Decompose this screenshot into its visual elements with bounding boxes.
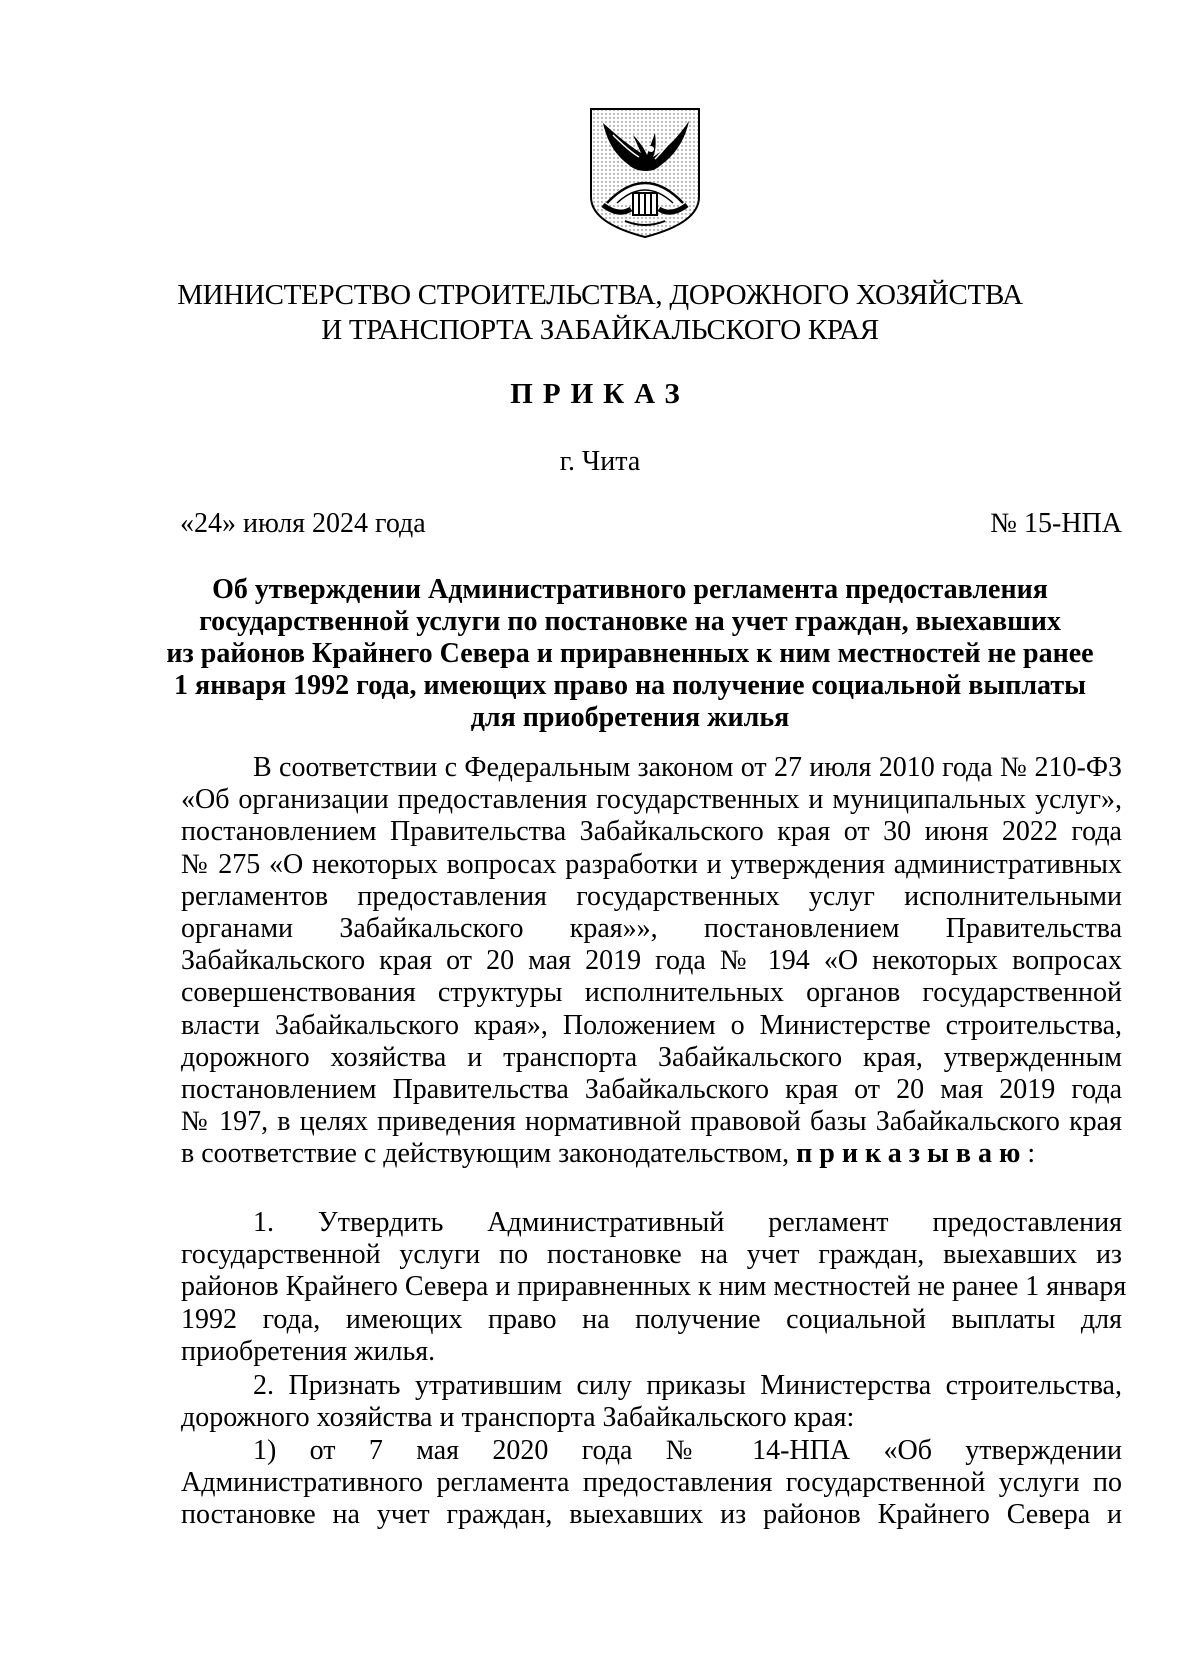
text-line: регламентов предоставления государственных услуг исполнительными — [181, 880, 1122, 912]
text-line: постановке на учет граждан, выехавших из районов Крайнего Севера и — [181, 1499, 1122, 1531]
colon: : — [1027, 1138, 1036, 1170]
text-line: власти Забайкальского края», Положением о Министерстве строительства, — [181, 1009, 1122, 1041]
text-line: постановлением Правительства Забайкальского края от 20 мая 2019 года — [181, 1073, 1122, 1105]
title-line: Об утверждении Административного регламента предоставления — [212, 574, 1048, 605]
text-line: органами Забайкальского края»», постановлением Правительства — [181, 912, 1122, 944]
order-title — [150, 574, 1110, 734]
text-line: Административного регламента предоставления государственной услуги по — [181, 1467, 1122, 1499]
preamble-paragraph — [181, 752, 1122, 1170]
order-heading: ПРИКАЗ — [510, 378, 690, 410]
text-line: дорожного хозяйства и транспорта Забайкальского края: — [181, 1402, 855, 1434]
item-2-paragraph — [181, 1370, 1122, 1434]
title-line: 1 января 1992 года, имеющих право на получение социальной выплаты — [174, 670, 1086, 701]
ministry-line-1: МИНИСТЕРСТВО СТРОИТЕЛЬСТВА, ДОРОЖНОГО ХОЗЯЙСТВА — [177, 279, 1023, 311]
text-line: 1992 года, имеющих право на получение социальной выплаты для — [181, 1303, 1122, 1335]
preamble-last-text: в соответствие с действующим законодательством, — [181, 1138, 790, 1170]
text-line: приобретения жилья. — [181, 1335, 436, 1367]
text-line: районов Крайнего Севера и приравненных к ним местностей не ранее 1 января — [181, 1271, 1127, 1303]
order-verb: приказываю — [796, 1138, 1028, 1170]
title-line: из районов Крайнего Севера и приравненных к ним местностей не ранее — [166, 638, 1094, 669]
item-1-paragraph — [181, 1207, 1127, 1368]
text-line: 2. Признать утратившим силу приказы Министерства строительства, — [253, 1370, 1122, 1401]
text-line: совершенствования структуры исполнительных органов государственной — [181, 977, 1122, 1009]
text-line: государственной услуги по постановке на учет граждан, выехавших из — [181, 1239, 1122, 1271]
order-city: г. Чита — [559, 446, 641, 477]
text-line: В соответствии с Федеральным законом от 27 июля 2010 года № 210-ФЗ — [253, 752, 1122, 783]
text-line — [181, 1138, 1122, 1170]
coat-of-arms-emblem — [585, 105, 705, 240]
title-line: для приобретения жилья — [470, 702, 790, 733]
text-line: № 197, в целях приведения нормативной правовой базы Забайкальского края — [181, 1106, 1122, 1138]
text-line: «Об организации предоставления государственных и муниципальных услуг», — [181, 784, 1122, 816]
text-line: Забайкальского края от 20 мая 2019 года № 194 «О некоторых вопросах — [181, 945, 1122, 977]
ministry-line-2: И ТРАНСПОРТА ЗАБАЙКАЛЬСКОГО КРАЯ — [321, 314, 879, 346]
text-line: дорожного хозяйства и транспорта Забайкальского края, утвержденным — [181, 1041, 1122, 1073]
title-line: государственной услуги по постановке на учет граждан, выехавших — [199, 606, 1061, 637]
text-line: № 275 «О некоторых вопросах разработки и утверждения административных — [181, 848, 1122, 880]
text-line: 1) от 7 мая 2020 года № 14-НПА «Об утверждении — [253, 1435, 1122, 1466]
order-date: «24» июля 2024 года — [180, 508, 426, 539]
order-number: № 15-НПА — [990, 508, 1122, 539]
text-line: 1. Утвердить Административный регламент предоставления — [253, 1207, 1122, 1238]
text-line: постановлением Правительства Забайкальского края от 30 июня 2022 года — [181, 816, 1122, 848]
ministry-name — [0, 278, 1200, 348]
sub-item-1-paragraph — [181, 1435, 1122, 1532]
